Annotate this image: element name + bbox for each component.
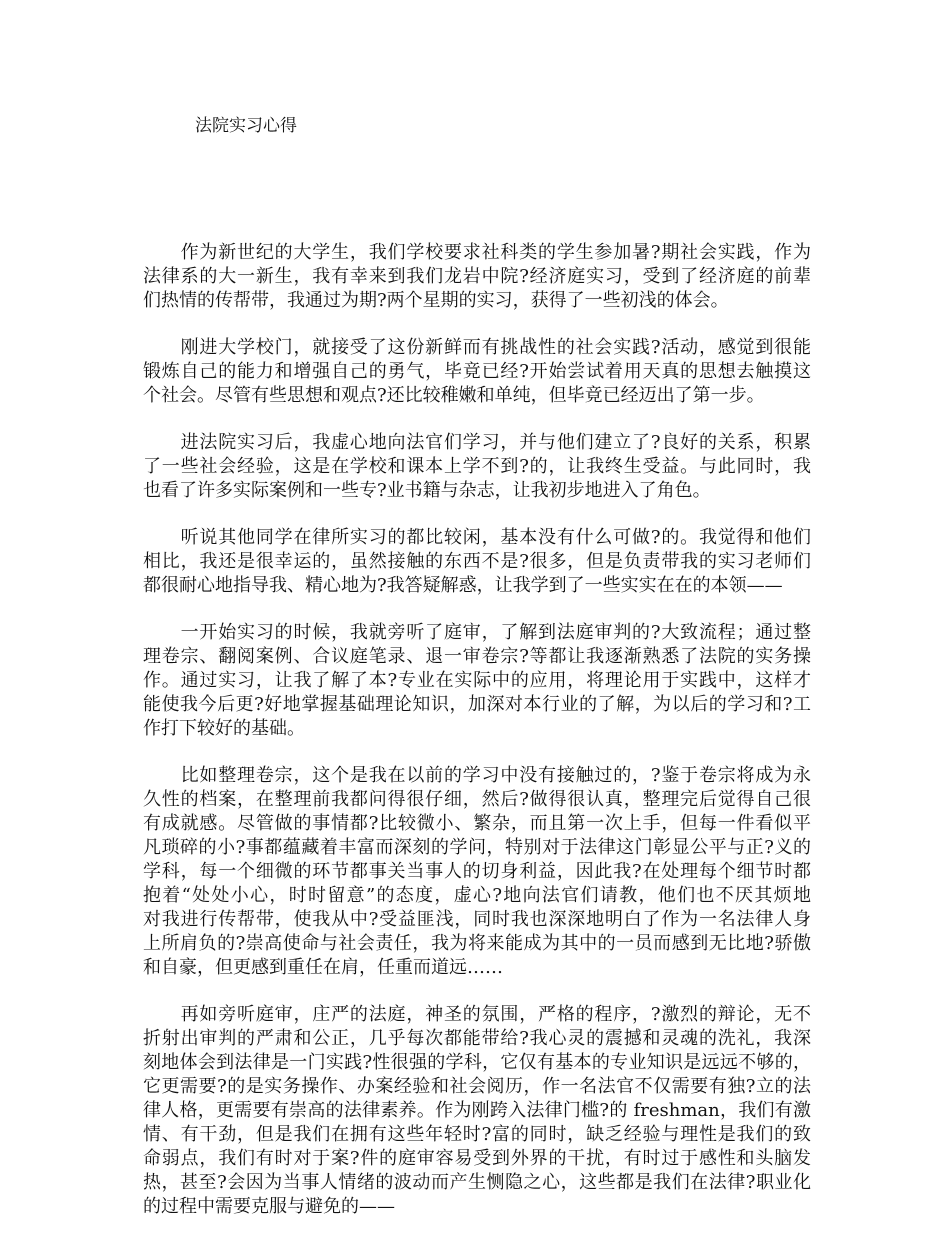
- paragraph-line: 作。通过实习，让我了解了本?专业在实际中的应用，将理论用于实践中，这样才: [143, 670, 811, 691]
- paragraph-line: 刻地体会到法律是一门实践?性很强的学科，它仅有基本的专业知识是远远不够的，: [143, 1052, 811, 1073]
- paragraph-line: 折射出审判的严肃和公正，几乎每次都能带给?我心灵的震撼和灵魂的洗礼，我深: [143, 1028, 811, 1049]
- paragraph-line: 能使我今后更?好地掌握基础理论知识，加深对本行业的了解，为以后的学习和?工: [143, 694, 811, 715]
- paragraph-line: 学科，每一个细微的环节都事关当事人的切身利益，因此我?在处理每个细节时都: [143, 861, 811, 882]
- paragraph-line: 进法院实习后，我虚心地向法官们学习，并与他们建立了?良好的关系，积累: [143, 432, 811, 453]
- paragraph: [143, 431, 811, 503]
- paragraph-line: 都很耐心地指导我、精心地为?我答疑解惑，让我学到了一些实实在在的本领——: [143, 575, 783, 596]
- paragraph: [143, 241, 811, 313]
- paragraph-line: 法律系的大一新生，我有幸来到我们龙岩中院?经济庭实习，受到了经济庭的前辈: [143, 266, 811, 287]
- paragraph-line: 了一些社会经验，这是在学校和课本上学不到?的，让我终生受益。与此同时，我: [143, 456, 811, 477]
- paragraph-line: 们热情的传帮带，我通过为期?两个星期的实习，获得了一些初浅的体会。: [143, 290, 729, 311]
- paragraph: [143, 526, 811, 598]
- paragraph-line: 情、有干劲，但是我们在拥有这些年轻时?富的同时，缺乏经验与理性是我们的致: [143, 1124, 811, 1145]
- paragraph-line: 抱着“处处小心，时时留意”的态度，虚心?地向法官们请教，他们也不厌其烦地: [143, 885, 811, 906]
- paragraph-line: 听说其他同学在律所实习的都比较闲，基本没有什么可做?的。我觉得和他们: [143, 527, 811, 548]
- paragraph-line: 有成就感。尽管做的事情都?比较微小、繁杂，而且第一次上手，但每一件看似平: [143, 813, 811, 834]
- paragraph-line: 作打下较好的基础。: [143, 718, 305, 739]
- paragraph-line: 锻炼自己的能力和增强自己的勇气，毕竟已经?开始尝试着用天真的思想去触摸这: [143, 361, 811, 382]
- paragraph-line: 比如整理卷宗，这个是我在以前的学习中没有接触过的，?鉴于卷宗将成为永: [143, 765, 811, 786]
- paragraph: [143, 1003, 811, 1219]
- paragraph: [143, 621, 811, 741]
- paragraph-line: 对我进行传帮带，使我从中?受益匪浅，同时我也深深地明白了作为一名法律人身: [143, 909, 811, 930]
- paragraph-line: 律人格，更需要有崇高的法律素养。作为刚跨入法律门槛?的 freshman，我们有激: [143, 1100, 811, 1121]
- paragraph-line: 的过程中需要克服与避免的——: [143, 1196, 395, 1217]
- paragraph: [143, 336, 811, 408]
- document-body: [143, 241, 811, 1242]
- paragraph-line: 它更需要?的是实务操作、办案经验和社会阅历，作一名法官不仅需要有独?立的法: [143, 1076, 811, 1097]
- paragraph-line: 上所肩负的?崇高使命与社会责任，我为将来能成为其中的一员而感到无比地?骄傲: [143, 933, 811, 954]
- paragraph-line: 再如旁听庭审，庄严的法庭，神圣的氛围，严格的程序，?激烈的辩论，无不: [143, 1004, 811, 1025]
- paragraph-line: 相比，我还是很幸运的，虽然接触的东西不是?很多，但是负责带我的实习老师们: [143, 551, 811, 572]
- paragraph-line: 命弱点，我们有时对于案?件的庭审容易受到外界的干扰，有时过于感性和头脑发: [143, 1148, 811, 1169]
- paragraph-line: 个社会。尽管有些思想和观点?还比较稚嫩和单纯，但毕竟已经迈出了第一步。: [143, 385, 765, 406]
- paragraph-line: 一开始实习的时候，我就旁听了庭审，了解到法庭审判的?大致流程；通过整: [143, 622, 811, 643]
- paragraph-line: 理卷宗、翻阅案例、合议庭笔录、退一审卷宗?等都让我逐渐熟悉了法院的实务操: [143, 646, 811, 667]
- paragraph-line: 和自豪，但更感到重任在肩，任重而道远……: [143, 957, 503, 978]
- paragraph-line: 也看了许多实际案例和一些专?业书籍与杂志，让我初步地进入了角色。: [143, 480, 711, 501]
- paragraph-line: 作为新世纪的大学生，我们学校要求社科类的学生参加暑?期社会实践，作为: [143, 242, 811, 263]
- paragraph-line: 热，甚至?会因为当事人情绪的波动而产生恻隐之心，这些都是我们在法律?职业化: [143, 1172, 811, 1193]
- paragraph: [143, 764, 811, 980]
- paragraph-line: 凡琐碎的小?事都蕴藏着丰富而深刻的学问，特别对于法律这门彰显公平与正?义的: [143, 837, 811, 858]
- document-title: 法院实习心得: [195, 116, 297, 136]
- paragraph-line: 久性的档案，在整理前我都问得很仔细，然后?做得很认真，整理完后觉得自己很: [143, 789, 811, 810]
- paragraph-line: 刚进大学校门，就接受了这份新鲜而有挑战性的社会实践?活动，感觉到很能: [143, 337, 811, 358]
